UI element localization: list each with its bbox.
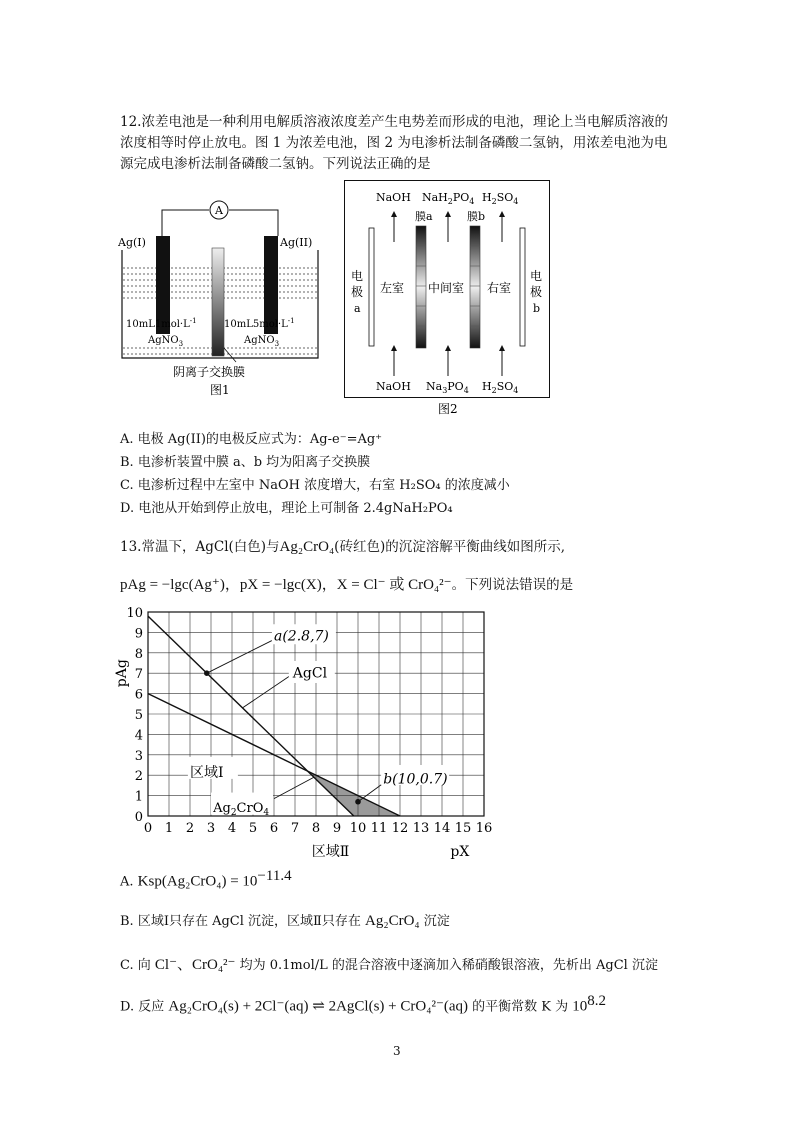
electrode-a: [369, 228, 374, 346]
x-tick-label: 1: [164, 821, 174, 836]
left-solution-salt: AgNO$_3$: [148, 335, 184, 348]
series-label-ag2cro4: $Ag_2CrO_4$: [213, 800, 270, 818]
x-tick-label: 9: [332, 821, 342, 836]
x-tick-label: 11: [370, 821, 388, 836]
q12-option-a: A. 电极 Ag(II)的电极反应式为：Ag-e⁻=Ag⁺: [120, 432, 383, 447]
point-a-leader: [207, 641, 272, 674]
y-tick-label: 0: [134, 810, 143, 825]
ammeter-label: A: [215, 204, 223, 217]
electrode-a-char-1: 电: [351, 269, 364, 283]
middle-room-label: 中间室: [428, 281, 465, 295]
top-naoh-label: NaOH: [376, 191, 411, 204]
electrode-a-char-3: a: [354, 302, 361, 315]
figure-1-concentration-cell: [118, 198, 332, 410]
y-tick-label: 5: [134, 708, 143, 723]
series-label-agcl: AgCl: [292, 665, 328, 682]
y-tick-label: 9: [134, 626, 143, 642]
x-tick-label: 5: [248, 821, 258, 836]
q12-stem: 12.浓差电池是一种利用电解质溶液浓度差产生电势差而形成的电池，理论上当电解质溶液的浓度相等时停止放电。图 1 为浓差电池，图 2 为电渗析法制备磷酸二氢钠，用浓差电池为电源完成电渗析法制备磷酸二氢钠。下列说法正确的是: [120, 114, 668, 172]
q12-option-d: D. 电池从开始到停止放电，理论上可制备 2.4gNaH₂PO₄: [120, 501, 453, 516]
q13-option-d: D. 反应 Ag₂CrO₄(s) + 2Cl⁻(aq) ⇌ 2AgCl(s) + CrO₄²⁻(aq) 的平衡常数 K 为 $10^{8.2}$: [120, 993, 607, 1015]
left-solution-conc: $10mL1mol\cdot L^{-1}$: [126, 317, 197, 330]
right-room-label: 右室: [487, 281, 512, 295]
figure-2-caption: 图2: [438, 402, 458, 416]
ag1-label: Ag(I): [118, 236, 146, 249]
membrane-a: [416, 226, 426, 348]
membrane-b-label: 膜b: [467, 210, 486, 223]
point-b-label: b(10,0.7): [383, 771, 448, 788]
y-tick-label: 4: [134, 728, 143, 744]
x-tick-label: 3: [206, 821, 216, 836]
top-h2so4-label: $H_2SO_4$: [482, 191, 519, 206]
membrane-b: [470, 226, 480, 348]
y-tick-label: 6: [134, 687, 143, 703]
point-b-leader: [358, 783, 383, 801]
top-nah2po4-label: $NaH_2PO_4$: [422, 191, 475, 206]
electrode-b-char-2: 极: [530, 285, 543, 299]
x-tick-label: 15: [454, 821, 472, 836]
left-room-label: 左室: [380, 281, 405, 295]
q12-option-b: B. 电渗析装置中膜 a、b 均为阳离子交换膜: [120, 455, 371, 470]
electrode-b-char-3: b: [533, 302, 541, 315]
x-tick-label: 13: [412, 821, 430, 836]
ag2-label: Ag(II): [280, 236, 313, 249]
q12-option-c: C. 电渗析过程中左室中 NaOH 浓度增大，右室 H₂SO₄ 的浓度减小: [120, 478, 510, 493]
bottom-naoh-label: NaOH: [376, 380, 411, 393]
right-solution-conc: $10mL5mol\cdot L^{-1}$: [224, 317, 295, 330]
point-a-label: a(2.8,7): [274, 628, 329, 645]
x-tick-label: 10: [349, 821, 367, 836]
solubility-equilibrium-chart: [112, 604, 498, 860]
y-tick-label: 2: [134, 769, 143, 785]
figure-2-electrodialysis: [344, 180, 550, 418]
bottom-na3po4-label: $Na_3PO_4$: [426, 380, 469, 395]
region-1-label: 区域Ⅰ: [190, 765, 224, 782]
electrode-b: [520, 228, 525, 346]
region-2-label: 区域Ⅱ: [311, 844, 350, 860]
y-tick-label: 3: [134, 748, 143, 764]
x-tick-label: 0: [143, 821, 153, 836]
agcl-leader: [243, 675, 291, 708]
y-tick-label: 10: [126, 606, 143, 621]
q13-definitions: pAg = −lgc(Ag⁺)，pX = −lgc(X)，X = Cl⁻ 或 CrO₄²⁻。下列说法错误的是: [120, 577, 574, 593]
series-line-agcl: [148, 616, 354, 816]
page-number: 3: [393, 1044, 401, 1058]
y-tick-label: 1: [134, 789, 143, 805]
y-tick-label: 8: [134, 646, 143, 662]
q13-option-b: B. 区域Ⅰ只存在 AgCl 沉淀，区域Ⅱ只存在 Ag₂CrO₄ 沉淀: [120, 913, 450, 929]
q13-option-c: C. 向 Cl⁻、CrO₄²⁻ 均为 0.1mol/L 的混合溶液中逐滴加入稀硝酸银溶液，先析出 AgCl 沉淀: [120, 957, 658, 973]
electrode-b-char-1: 电: [530, 269, 543, 283]
q13-option-a: A. $Ksp(Ag_2CrO_4) = 10^{-11.4}$: [120, 868, 292, 890]
q13-stem: 13.常温下，AgCl(白色)与Ag₂CrO₄(砖红色)的沉淀溶解平衡曲线如图所示,: [120, 539, 565, 555]
x-tick-label: 16: [475, 821, 493, 836]
y-tick-label: 7: [134, 667, 143, 683]
x-tick-label: 7: [290, 821, 300, 836]
x-tick-label: 14: [433, 821, 451, 836]
x-tick-label: 8: [311, 821, 321, 836]
anion-exchange-membrane: [212, 248, 224, 356]
bottom-h2so4-label: $H_2SO_4$: [482, 380, 519, 395]
figure-1-caption: 图1: [210, 383, 230, 397]
membrane-a-label: 膜a: [415, 210, 433, 223]
y-axis-title: pAg: [114, 659, 130, 688]
x-tick-label: 2: [185, 821, 195, 836]
electrode-a-char-2: 极: [351, 285, 364, 299]
membrane-label: 阴离子交换膜: [173, 365, 246, 379]
x-tick-label: 4: [227, 821, 237, 836]
x-axis-title: pX: [450, 844, 470, 860]
point-a-marker: [204, 670, 210, 676]
x-tick-label: 6: [269, 821, 279, 836]
right-solution-salt: AgNO$_3$: [244, 335, 280, 348]
x-tick-label: 12: [391, 821, 409, 836]
